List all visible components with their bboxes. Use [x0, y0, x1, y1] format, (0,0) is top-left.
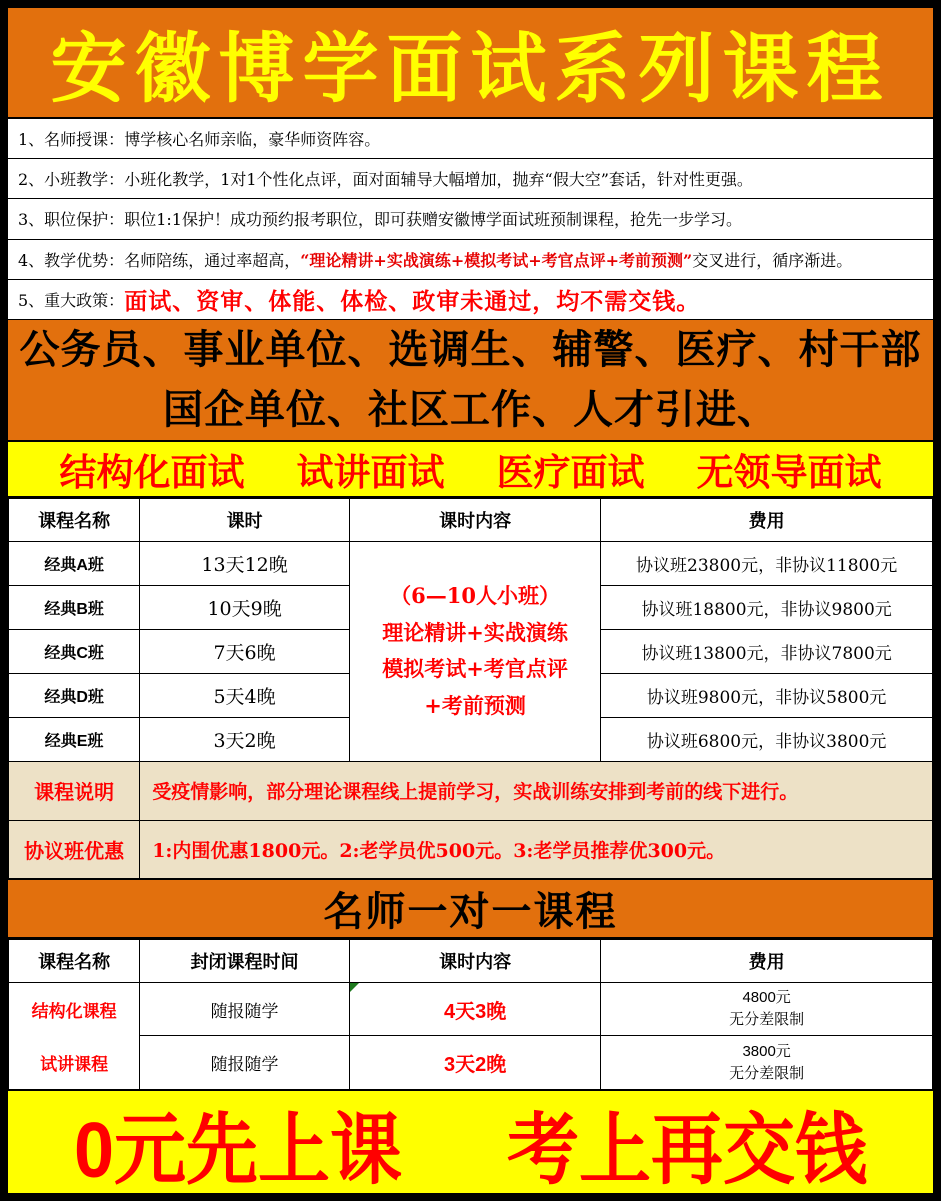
- column-header-fee: 费用: [601, 498, 933, 541]
- column-header-name: 课程名称: [9, 939, 140, 982]
- feature-label: 5、重大政策：: [18, 290, 125, 310]
- feature-row-2: [8, 159, 933, 199]
- duration-text: 3天2晚: [443, 1054, 507, 1077]
- course-duration-cell: 13天12晚: [140, 541, 350, 585]
- column-header-hours: 课时: [140, 498, 350, 541]
- merged-course-names-cell: [9, 982, 140, 1089]
- course-duration-cell: 5天4晚: [140, 673, 350, 717]
- feature-highlight: 面试、资审、体能、体检、政审未通过，均不需交钱。: [124, 287, 701, 315]
- audience-banner: [8, 320, 933, 442]
- feature-label: 3、职位保护：: [18, 210, 125, 230]
- footer-text-left: 0元先上课: [73, 1107, 403, 1193]
- course-fee-cell: 协议班23800元，非协议11800元: [601, 541, 933, 585]
- feature-text: 小班化教学，1对1个性化点评，面对面辅导大幅增加，抛弃“假大空”套话，针对性更强。: [124, 170, 753, 190]
- duration-cell: [349, 982, 600, 1036]
- feature-text: 职位1:1保护！成功预约报考职位，即可获赠安徽博学面试班预制课程，抢先一步学习。: [124, 210, 742, 230]
- feature-list: [8, 119, 933, 320]
- audience-line-2: 国企单位、社区工作、人才引进、: [163, 387, 778, 432]
- feature-row-3: [8, 199, 933, 239]
- column-header-content: 课时内容: [349, 939, 600, 982]
- schedule-cell: 随报随学: [140, 1036, 350, 1090]
- note-text-cell: 受疫情影响，部分理论课程线上提前学习，实战训练安排到考前的线下进行。: [140, 761, 933, 820]
- fee-cell: [601, 982, 933, 1036]
- course-table-header-row: [9, 498, 933, 541]
- note-row-discount: [9, 820, 933, 878]
- note-text-cell: 1:内围优惠1800元。2:老学员优500元。3:老学员推荐优300元。: [140, 820, 933, 878]
- course-name-cell: 经典E班: [9, 717, 140, 761]
- audience-line-1: 公务员、事业单位、选调生、辅警、医疗、村干部: [19, 327, 922, 372]
- one-on-one-row-lecture: [9, 1036, 933, 1090]
- fee-amount: 4800元: [742, 989, 791, 1007]
- duration-cell: [349, 1036, 600, 1090]
- interview-type-leaderless: 无领导面试: [696, 451, 882, 493]
- column-header-name: 课程名称: [9, 498, 140, 541]
- course-fee-cell: 协议班9800元，非协议5800元: [601, 673, 933, 717]
- course-fee-cell: 协议班13800元，非协议7800元: [601, 629, 933, 673]
- duration-text: 4天3晚: [443, 1000, 507, 1023]
- schedule-cell: 随报随学: [140, 982, 350, 1036]
- column-header-schedule: 封闭课程时间: [140, 939, 350, 982]
- course-table: [8, 498, 933, 879]
- course-name-lecture: 试讲课程: [40, 1054, 109, 1074]
- interview-type-medical: 医疗面试: [496, 451, 645, 493]
- course-duration-cell: 10天9晚: [140, 585, 350, 629]
- column-header-fee: 费用: [601, 939, 933, 982]
- feature-label: 1、名师授课：: [18, 130, 125, 150]
- footer-text-right: 考上再交钱: [507, 1107, 868, 1193]
- course-name-cell: 经典A班: [9, 541, 140, 585]
- column-header-content: 课时内容: [349, 498, 600, 541]
- footer-banner: [8, 1090, 933, 1193]
- feature-text: 名师陪练，通过率超高，: [124, 250, 301, 270]
- feature-text: 博学核心名师亲临，豪华师资阵容。: [124, 130, 381, 150]
- course-name-structured: 结构化课程: [31, 1001, 117, 1021]
- fee-condition: 无分差限制: [729, 1064, 805, 1082]
- feature-label: 4、教学优势：: [18, 250, 125, 270]
- one-on-one-banner: [8, 879, 933, 939]
- feature-row-4: [8, 240, 933, 280]
- feature-text-after: 交叉进行，循序渐进。: [692, 250, 853, 270]
- title-banner: [8, 8, 933, 119]
- note-label-cell: 协议班优惠: [9, 820, 140, 878]
- one-on-one-banner-title: 名师一对一课程: [323, 889, 618, 934]
- feature-row-1: [8, 119, 933, 159]
- interview-type-lecture: 试讲面试: [296, 451, 445, 493]
- class-content-line: 模拟考试+考官点评: [382, 656, 568, 682]
- fee-condition: 无分差限制: [729, 1011, 805, 1029]
- course-row-a: [9, 541, 933, 585]
- one-on-one-row-structured: [9, 982, 933, 1036]
- interview-type-structured: 结构化面试: [59, 451, 245, 493]
- fee-cell: [601, 1036, 933, 1090]
- course-name-cell: 经典C班: [9, 629, 140, 673]
- poster-inner: [8, 8, 933, 1193]
- interview-types-banner: [8, 442, 933, 498]
- feature-highlight: “理论精讲+实战演练+模拟考试+考官点评+考前预测”: [300, 250, 693, 270]
- note-label-cell: 课程说明: [9, 761, 140, 820]
- course-fee-cell: 协议班18800元，非协议9800元: [601, 585, 933, 629]
- note-row-description: [9, 761, 933, 820]
- fee-amount: 3800元: [742, 1042, 791, 1060]
- excel-corner-marker: [350, 983, 359, 992]
- one-on-one-table: [8, 939, 933, 1090]
- class-content-line: 理论精讲+实战演练: [382, 619, 568, 645]
- course-fee-cell: 协议班6800元，非协议3800元: [601, 717, 933, 761]
- poster-title: 安徽博学面试系列课程: [50, 24, 891, 113]
- course-duration-cell: 3天2晚: [140, 717, 350, 761]
- one-on-one-header-row: [9, 939, 933, 982]
- feature-row-5: [8, 280, 933, 320]
- class-content-cell: [349, 541, 600, 761]
- course-duration-cell: 7天6晚: [140, 629, 350, 673]
- course-name-cell: 经典D班: [9, 673, 140, 717]
- class-content-line: （6—10人小班）: [390, 582, 561, 608]
- feature-label: 2、小班教学：: [18, 170, 125, 190]
- class-content-line: +考前预测: [424, 693, 526, 719]
- course-name-cell: 经典B班: [9, 585, 140, 629]
